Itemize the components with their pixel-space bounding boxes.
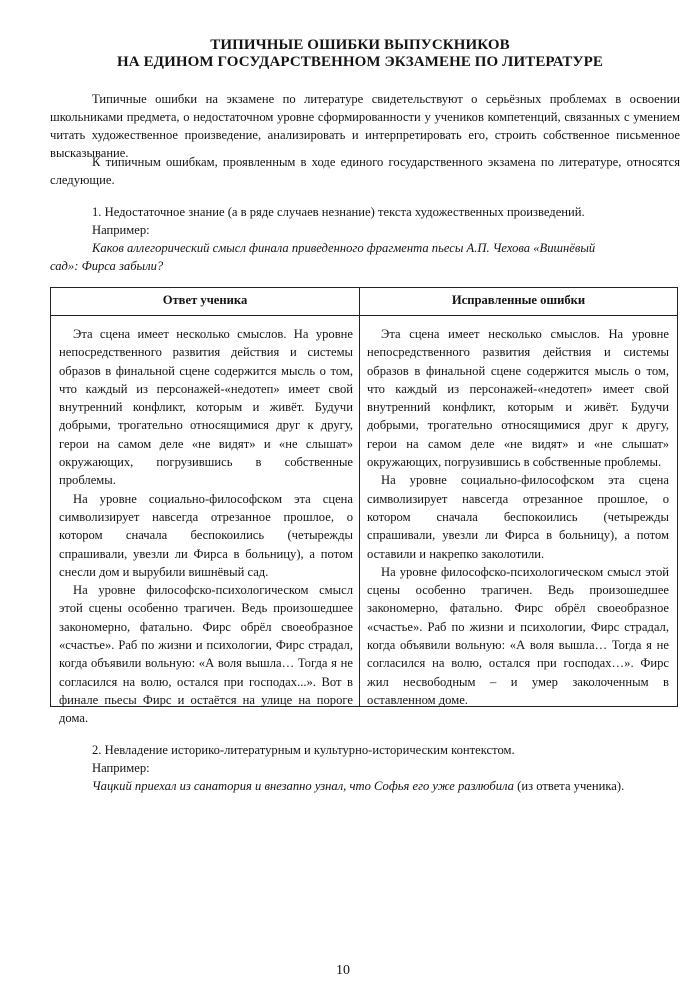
page-title: [60, 37, 660, 71]
corrected-answer-cell: [367, 325, 669, 709]
section-2-example-label: Например:: [92, 761, 150, 775]
intro-paragraph-1: Типичные ошибки на экзамене по литературе свидетельствуют о серьёзных проблемах в освоении школьниками предмета, о недостаточном уровне сформированности у учеников компетенций, связанных с умением читать художественное произведение, анализировать и интерпретировать его, строить собственное письменное высказывание.: [50, 92, 680, 160]
section-2-heading: 2. Невладение историко-литературным и культурно-историческим контекстом.: [92, 743, 515, 757]
section-1-heading: 1. Недостаточное знание (а в ряде случаев незнание) текста художественных произведений.: [92, 205, 585, 219]
student-answer-paragraph: На уровне социально-философском эта сцена символизирует навсегда отрезанное прошлое, о котором сначала беспокоились (четырежды спрашивали, увезли ли Фирса в больницу), а потом снесли дом и вырубили вишнёвый сад.: [59, 491, 353, 579]
corrected-answer-paragraph: На уровне философско-психологическом смысл этой сцены особенно трагичен. Ведь произошедшее закономерно, фатально. Фирс обрёл своеобразное «счастье». Раб по жизни и психологии, Фирс страдал, когда объявили вольную: «А воля вышла… Тогда я не согласился на волю, остался при господах…». Фирс жил несвободным – и умер заколоченным в оставленном доме.: [367, 564, 669, 707]
section-1-question: [50, 239, 680, 275]
title-line-1: ТИПИЧНЫЕ ОШИБКИ ВЫПУСКНИКОВ: [210, 37, 510, 53]
table-header-student-answer: Ответ ученика: [162, 293, 248, 307]
student-answer-paragraph: На уровне философско-психологическом смысл этой сцены особенно трагичен. Ведь произошедшее закономерно, фатально. Фирс обрёл своеобразное «счастье». Раб по жизни и психологии, Фирс страдал, когда объявили вольную: «А воля вышла… Тогда я не согласился на волю, остался при господах...». Вот в финале пьесы Фирс и остаётся на улице на пороге дома.: [59, 583, 353, 726]
corrected-answer-paragraph: На уровне социально-философском эта сцена символизирует навсегда отрезанное прошлое, о котором сначала беспокоились (четырежды спрашивали, увезли ли Фирса в больницу), а потом оставили и накрепко заколотили.: [367, 473, 669, 561]
table-column-divider: [359, 288, 360, 706]
title-line-2: НА ЕДИНОМ ГОСУДАРСТВЕННОМ ЭКЗАМЕНЕ ПО ЛИТЕРАТУРЕ: [117, 54, 603, 70]
comparison-table: [50, 287, 678, 726]
section-1-example-label: Например:: [92, 223, 150, 237]
question-line-1: Каков аллегорический смысл финала приведенного фрагмента пьесы А.П. Чехова «Вишнёвый: [92, 241, 596, 255]
intro-paragraph-2: К типичным ошибкам, проявленным в ходе единого государственного экзамена по литературе, относятся следующие.: [50, 155, 680, 187]
section-2-example: [50, 777, 680, 795]
corrected-answer-paragraph: Эта сцена имеет несколько смыслов. На уровне непосредственного развития действия и системы образов в финальной сцене содержится мысль о том, что каждый из персонажей-«недотеп» имеет свой внутренний конфликт, которым и живёт. Будучи добрыми, трогательно относящимися друг к другу, герои на самом деле «не видят» и «не слышат» окружающих, погрузившись в собственные проблемы.: [367, 327, 669, 470]
question-line-2: сад»: Фирса забыли?: [50, 259, 164, 273]
section-2-example-source: (из ответа ученика).: [513, 779, 625, 793]
student-answer-paragraph: Эта сцена имеет несколько смыслов. На уровне непосредственного развития действия и системы образов в финальной сцене содержится мысль о том, что каждый из персонажей-«недотеп» имеет свой внутренний конфликт, которым и живёт. Будучи добрыми, трогательно относящимися друг к другу, герои на самом деле «не видят» и «не слышат» окружающих, погрузившись в собственные проблемы.: [59, 327, 353, 488]
table-header-corrected: Исправленные ошибки: [451, 293, 586, 307]
page-number: 10: [336, 963, 350, 978]
table-header-divider: [51, 315, 677, 316]
section-2-example-text: Чацкий приехал из санатория и внезапно узнал, что Софья его уже разлюбила: [92, 779, 514, 793]
student-answer-cell: [59, 325, 353, 728]
